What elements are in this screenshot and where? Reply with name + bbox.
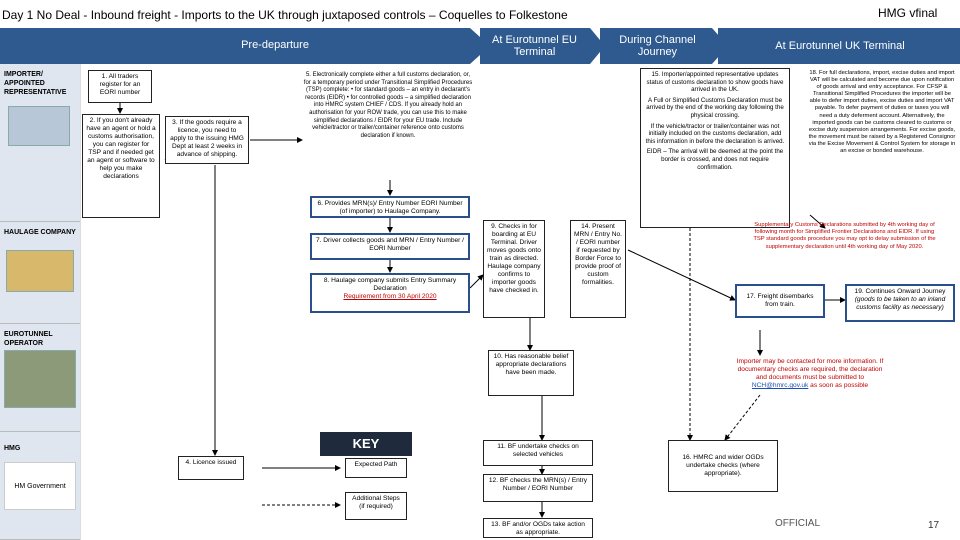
importer-contact-note: Importer may be contacted for more information. If documentary checks are required, the declaration and documents must be submitted to NCH@hmrc.gov.uk as soon as possible	[736, 358, 884, 389]
key-heading: KEY	[320, 432, 412, 456]
step-19-note: (goods to be taken to an inland customs facility as necessary)	[854, 296, 946, 311]
nch-email-link[interactable]: NCH@hmrc.gov.uk	[751, 382, 809, 389]
step-11-box: 11. BF undertake checks on selected vehicles	[483, 440, 593, 466]
stage-label-eu-terminal: At Eurotunnel EU Terminal	[492, 34, 577, 58]
step-16-box: 16. HMRC and wider OGDs undertake checks (where appropriate).	[668, 440, 778, 492]
step-15-main: 15. Importer/appointed representative updates status of customs declaration to show goods have arrived in the UK.	[646, 71, 784, 94]
step-1-box: 1. All traders register for an EORI number	[88, 70, 152, 103]
step-3-box: 3. If the goods require a licence, you need to apply to the issuing HMG Dept at least 2 weeks in advance of shipping.	[165, 116, 249, 164]
page-title: Day 1 No Deal - Inbound freight - Imports to the UK through juxtaposed controls – Coquelles to Folkestone	[2, 8, 568, 22]
step-5-text: 5. Electronically complete either a full customs declaration, or, for a temporary period under Transitional Simplified Procedures (TSP) complete: • for standard goods – an entry in declarant's records (EIDR) • for controlled goods – a simplified declaration into HMRC system CHIEF / CDS. If you already hold an authorisation for your ROW trade, you can use this to make simplified declarations / EIDR for your EU trade. Include vehicle/tractor or trailer/container reference onto customs declaration if known.	[303, 72, 473, 139]
lane-label-eurotunnel: EUROTUNNEL OPERATOR	[4, 331, 53, 347]
key-additional-steps-label: Additional Steps (if required)	[345, 492, 407, 520]
hm-government-logo-text: HM Government	[14, 482, 66, 490]
step-8-requirement-note: Requirement from 30 April 2020	[343, 293, 437, 300]
page-number: 17	[928, 520, 940, 531]
step-6-box: 6. Provides MRN(s)/ Entry Number EORI Number (of importer) to Haulage Company.	[310, 196, 470, 218]
lane-eurotunnel	[0, 324, 80, 432]
hm-government-logo	[4, 462, 76, 510]
stage-label-predeparture: Pre-departure	[241, 39, 309, 51]
importer-people-image	[8, 106, 70, 146]
step-4-box: 4. Licence issued	[178, 456, 244, 480]
lane-label-importer: IMPORTER/ APPOINTED REPRESENTATIVE	[4, 71, 67, 96]
step-17-box: 17. Freight disembarks from train.	[735, 284, 825, 318]
step-15-full-declaration: A Full or Simplified Customs Declaration must be arrived by the end of the working day following the physical crossing.	[646, 96, 784, 119]
step-15-box	[640, 68, 790, 228]
step-14-box: 14. Present MRN / Entry No. / EORI number if requested by Border Force to provide proof of custom formalities.	[570, 220, 626, 318]
step-8-label: 8. Haulage company submits Entry Summary Declaration	[323, 277, 457, 292]
classification-label: OFFICIAL	[775, 518, 821, 529]
step-15-eidr: EIDR – The arrival will be deemed at the point the border is crossed, and does not require confirmation.	[646, 148, 784, 171]
stage-label-channel: During Channel Journey	[619, 34, 696, 58]
step-10-box: 10. Has reasonable belief appropriate declarations have been made.	[488, 350, 574, 396]
step-12-box: 12. BF checks the MRN(s) / Entry Number / EORI Number	[483, 474, 593, 502]
step-19-box	[845, 284, 955, 322]
step-19-label: 19. Continues Onward Journey	[854, 288, 946, 295]
step-18-text: 18. For full declarations, import, excise duties and import VAT will be calculated and become due upon notification of goods arrival and entry acceptance. For CFSP & Transitional Simplified Procedures the importer will be able to defer import duties, excise duties and import VAT payable. To defer payment of duties or taxes you will need a duty deferment account. Alternatively, the imported goods can be customs cleared to customs or excise duty suspension arrangements. For excise goods, the movement must be raised by a Registered Consignor via the Excise Movement & Control System for storage in an excise or bonded warehouse.	[808, 70, 956, 155]
truck-image	[6, 250, 74, 292]
step-15-vehicle-info: If the vehicle/tractor or trailer/container was not initially included on the customs declaration, add this information in before the declaration is arrived.	[645, 122, 785, 145]
lane-importer	[0, 64, 80, 222]
key-expected-path-label: Expected Path	[345, 458, 407, 478]
lane-label-hmg: HMG	[4, 445, 21, 452]
step-2-box: 2. If you don't already have an agent or hold a customs authorisation, you can register for TSP and if needed get an agent or software to help you make declarations	[82, 114, 160, 218]
step-7-box: 7. Driver collects goods and MRN / Entry Number / EORI Number	[310, 233, 470, 260]
train-terminal-image	[4, 350, 76, 408]
lane-label-haulage: HAULAGE COMPANY	[4, 229, 76, 236]
lane-haulage	[0, 222, 80, 324]
version-label: HMG vfinal	[878, 6, 938, 20]
step-8-box	[310, 273, 470, 313]
step-9-box: 9. Checks in for boarding at EU Terminal. Driver moves goods onto train as directed. Haulage company confirms to importer goods have checked in.	[483, 220, 545, 318]
stage-label-uk-terminal: At Eurotunnel UK Terminal	[775, 40, 905, 52]
step-13-box: 13. BF and/or OGDs take action as appropriate.	[483, 518, 593, 538]
lane-hmg	[0, 432, 80, 540]
supplementary-declaration-note: Supplementary Customs Declarations submitted by 4th working day of following month for Simplified Frontier Declarations and EIDR. If using TSP standard goods procedure you may opt to delay submission of the supplementary declaration until 4th working day of May 2020.	[753, 222, 936, 250]
